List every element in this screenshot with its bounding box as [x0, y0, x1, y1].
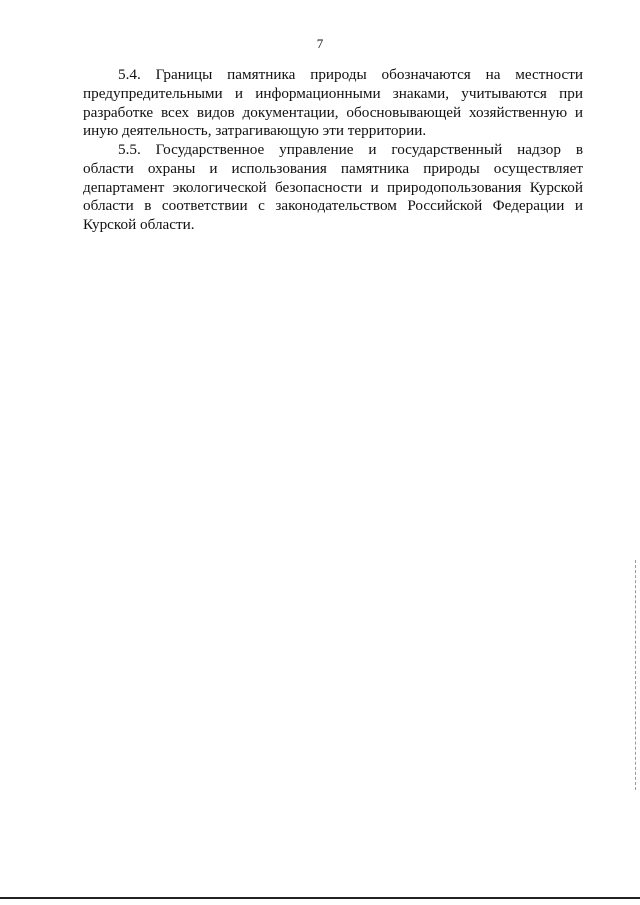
- text-line: области охраны и использования памятника природы осуществляет: [83, 160, 583, 177]
- text-line: 5.4. Границы памятника природы обозначаются на местности: [118, 66, 583, 83]
- text-line: 5.5. Государственное управление и государственный надзор в: [118, 141, 583, 158]
- scan-bottom-edge: [0, 897, 640, 899]
- text-line: предупредительными и информационными знаками, учитываются при: [83, 85, 583, 102]
- text-line: разработке всех видов документации, обосновывающей хозяйственную и: [83, 104, 583, 121]
- text-line: иную деятельность, затрагивающую эти территории.: [83, 122, 427, 139]
- text-line: департамент экологической безопасности и природопользования Курской: [83, 179, 583, 196]
- page-number: 7: [316, 36, 324, 51]
- scan-edge-mark: [635, 560, 636, 790]
- text-line: области в соответствии с законодательством Российской Федерации и: [83, 197, 583, 214]
- text-line: Курской области.: [83, 216, 195, 233]
